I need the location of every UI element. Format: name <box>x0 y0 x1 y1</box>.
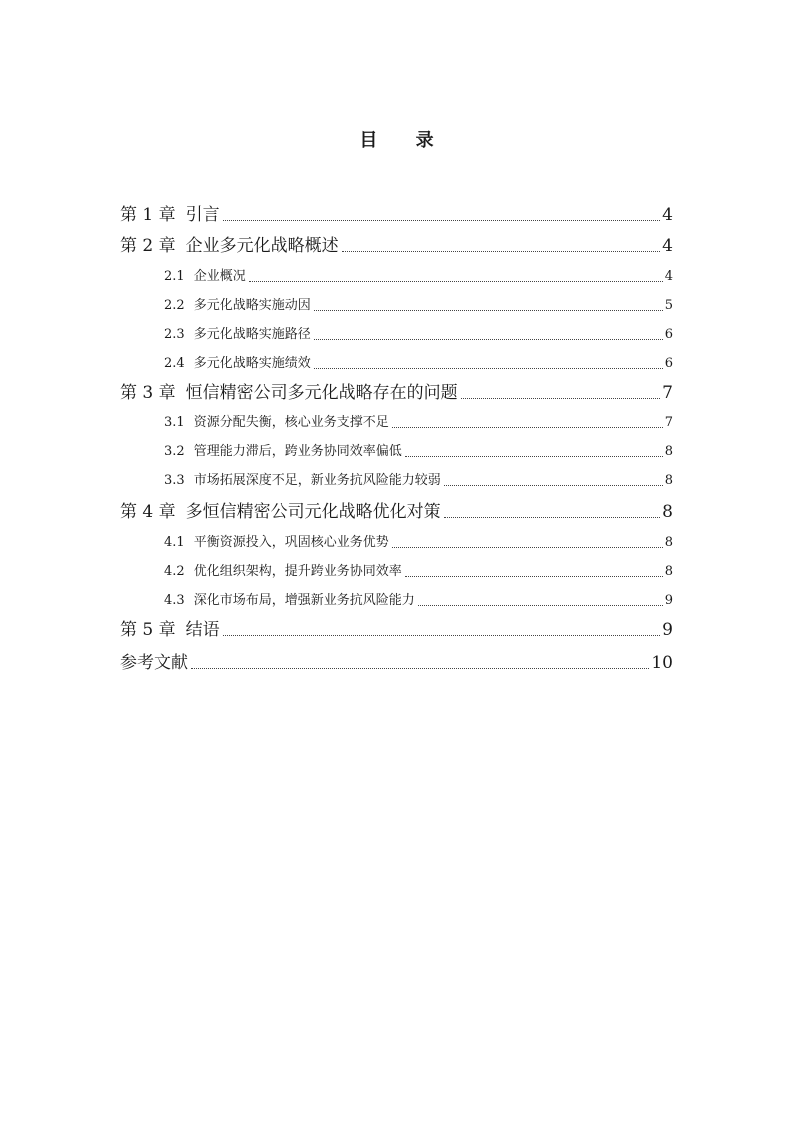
dot-leader <box>444 485 663 486</box>
dot-leader <box>405 576 663 577</box>
toc-entry-page-number: 9 <box>664 593 673 608</box>
toc-entry-label <box>164 442 402 462</box>
toc-entry-title: 企业概况 <box>193 269 246 284</box>
toc-section-entry[interactable] <box>164 562 673 582</box>
toc-entry-page-number: 6 <box>664 356 673 371</box>
toc-entry-label <box>164 296 311 316</box>
toc-entry-title: 引言 <box>185 205 220 225</box>
toc-entry-number: 4.1 <box>164 535 185 550</box>
toc-section-entry[interactable] <box>164 267 673 287</box>
toc-entry-number: 3.1 <box>164 415 185 430</box>
toc-entry-number: 第 4 章 <box>120 502 176 522</box>
toc-entry-title: 深化市场布局，增强新业务抗风险能力 <box>193 593 415 608</box>
toc-entry-title: 结语 <box>185 620 220 640</box>
dot-leader <box>418 605 663 606</box>
toc-entry-label <box>164 413 389 433</box>
toc-entry-number: 第 2 章 <box>120 236 176 256</box>
toc-entry-page-number: 7 <box>662 383 673 403</box>
dot-leader <box>392 547 663 548</box>
toc-entry-title: 优化组织架构，提升跨业务协同效率 <box>193 564 402 579</box>
toc-entry-title: 恒信精密公司多元化战略存在的问题 <box>185 383 458 403</box>
toc-entry-number: 2.2 <box>164 298 185 313</box>
toc-entry-page-number: 9 <box>662 620 673 640</box>
toc-entry-label <box>164 562 402 582</box>
toc-entry-page-number: 8 <box>664 473 673 488</box>
toc-entry-page-number: 5 <box>664 298 673 313</box>
toc-entry-number: 第 5 章 <box>120 620 176 640</box>
toc-entry-label <box>164 471 441 491</box>
toc-entry-label <box>120 500 441 524</box>
toc-entry-title: 多元化战略实施动因 <box>193 298 311 313</box>
toc-chapter-entry[interactable] <box>120 203 673 227</box>
toc-entry-label <box>164 533 389 553</box>
dot-leader <box>461 398 661 399</box>
toc-section-entry[interactable] <box>164 591 673 611</box>
toc-chapter-entry[interactable] <box>120 651 673 675</box>
toc-entry-label <box>164 354 311 374</box>
toc-entry-number: 3.2 <box>164 444 185 459</box>
dot-leader <box>444 517 661 518</box>
dot-leader <box>223 220 661 221</box>
toc-entry-page-number: 10 <box>651 653 673 673</box>
toc-entry-page-number: 4 <box>664 269 673 284</box>
toc-entry-number: 2.3 <box>164 327 185 342</box>
toc-entry-label <box>120 203 220 227</box>
toc-entry-label <box>164 591 415 611</box>
toc-entry-title: 管理能力滞后，跨业务协同效率偏低 <box>193 444 402 459</box>
toc-entry-number: 3.3 <box>164 473 185 488</box>
toc-entry-title: 多恒信精密公司元化战略优化对策 <box>185 502 441 522</box>
toc-section-entry[interactable] <box>164 354 673 374</box>
dot-leader <box>314 339 663 340</box>
toc-entry-page-number: 6 <box>664 327 673 342</box>
toc-entry-label <box>120 234 339 258</box>
dot-leader <box>314 368 663 369</box>
toc-entry-number: 2.4 <box>164 356 185 371</box>
dot-leader <box>223 635 661 636</box>
toc-section-entry[interactable] <box>164 296 673 316</box>
toc-entry-title: 平衡资源投入，巩固核心业务优势 <box>193 535 389 550</box>
dot-leader <box>191 668 649 669</box>
toc-entry-title: 多元化战略实施路径 <box>193 327 311 342</box>
toc-chapter-entry[interactable] <box>120 500 673 524</box>
toc-entry-title: 企业多元化战略概述 <box>185 236 339 256</box>
dot-leader <box>392 427 663 428</box>
toc-entry-title: 市场拓展深度不足，新业务抗风险能力较弱 <box>193 473 441 488</box>
toc-entry-page-number: 7 <box>664 415 673 430</box>
toc-entry-number: 第 3 章 <box>120 383 176 403</box>
toc-entry-number: 第 1 章 <box>120 205 176 225</box>
dot-leader <box>314 310 663 311</box>
toc-entry-title: 多元化战略实施绩效 <box>193 356 311 371</box>
toc-entry-label <box>120 651 188 675</box>
dot-leader <box>342 251 661 252</box>
toc-entry-page-number: 8 <box>664 564 673 579</box>
toc-entry-label <box>120 618 220 642</box>
toc-section-entry[interactable] <box>164 471 673 491</box>
dot-leader <box>249 281 663 282</box>
toc-section-entry[interactable] <box>164 325 673 345</box>
toc-entry-page-number: 4 <box>662 205 673 225</box>
toc-entry-page-number: 8 <box>664 444 673 459</box>
toc-chapter-entry[interactable] <box>120 618 673 642</box>
toc-entry-page-number: 8 <box>664 535 673 550</box>
dot-leader <box>405 456 663 457</box>
toc-entry-title: 参考文献 <box>120 653 188 673</box>
toc-entry-number: 4.3 <box>164 593 185 608</box>
toc-section-entry[interactable] <box>164 413 673 433</box>
toc-entry-title: 资源分配失衡，核心业务支撑不足 <box>193 415 389 430</box>
toc-chapter-entry[interactable] <box>120 381 673 405</box>
toc-entry-page-number: 4 <box>662 236 673 256</box>
toc-entry-label <box>164 267 246 287</box>
toc-section-entry[interactable] <box>164 533 673 553</box>
toc-entry-page-number: 8 <box>662 502 673 522</box>
toc-chapter-entry[interactable] <box>120 234 673 258</box>
toc-entry-label <box>120 381 458 405</box>
toc-section-entry[interactable] <box>164 442 673 462</box>
toc-entry-number: 4.2 <box>164 564 185 579</box>
toc-entry-number: 2.1 <box>164 269 185 284</box>
toc-entry-label <box>164 325 311 345</box>
page-title: 目 录 <box>359 130 450 151</box>
